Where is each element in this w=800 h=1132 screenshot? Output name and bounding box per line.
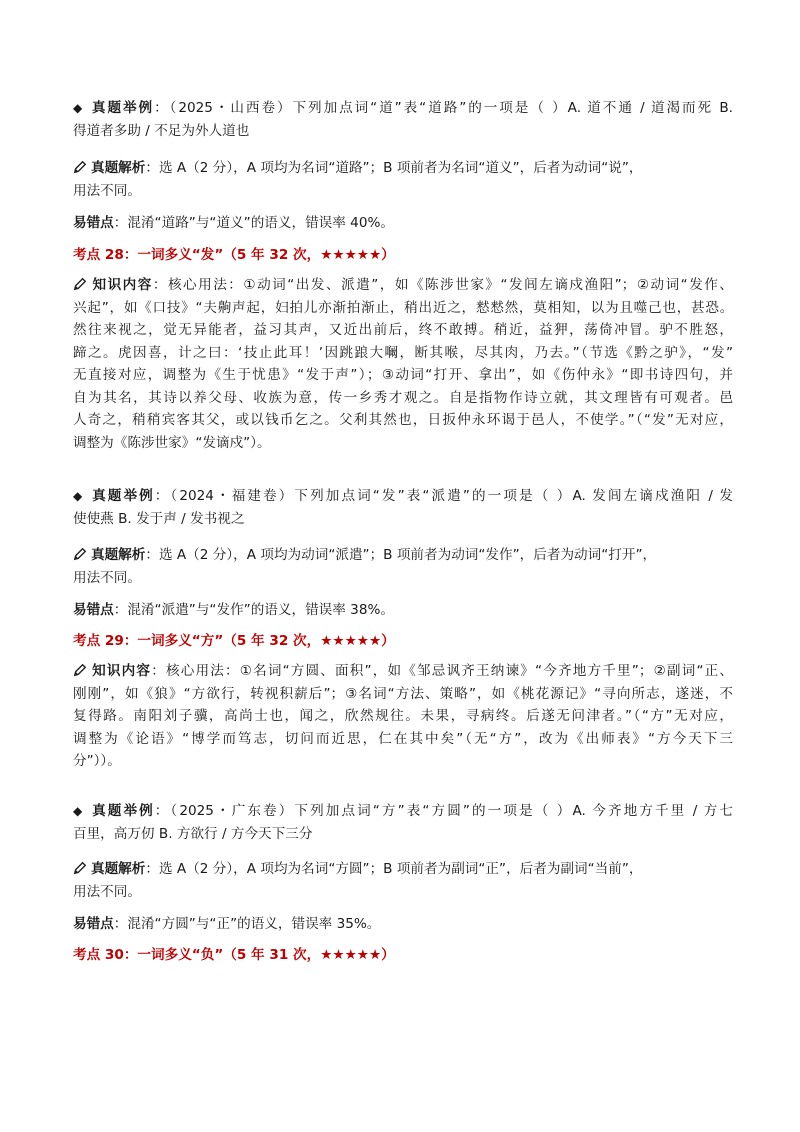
- analysis-text-cont: 用法不同。: [73, 569, 141, 586]
- error-point-3: [73, 913, 733, 936]
- knowledge-label: 知识内容: [91, 277, 153, 293]
- analysis-label: 真题解析: [91, 547, 146, 563]
- example-text-cont: 百里，高万仞 B. 方欲行 / 方今天下三分: [73, 825, 313, 842]
- knowledge-line: ：核心用法：①名词“方圆、面积”，如《邹忌讽齐王纳谏》“今齐地方千里”；②副词“正、: [151, 663, 733, 679]
- analysis-label: 真题解析: [91, 861, 146, 877]
- error-text: ：混淆“方圆”与“正”的语义，错误率 35%。: [113, 916, 381, 932]
- exam-example-3: [73, 800, 733, 845]
- exam-analysis-2: [73, 544, 733, 589]
- kaodian-30-title: 考点 30：一词多义“负”（5 年 31 次，★★★★★）: [73, 947, 395, 963]
- example-text: ：（2025・山西卷）下列加点词“道”表“道路”的一项是（ ）A. 道不通 / 道渴而死 B.: [154, 100, 733, 116]
- knowledge-line: 无直接对应，调整为《生于忧患》“发于声”）；③动词“打开、拿出”，如《伤仲永》“即书诗四句，并: [73, 367, 733, 383]
- example-label: 真题举例: [90, 803, 155, 819]
- example-label: 真题举例: [90, 100, 155, 116]
- diamond-icon: ◆: [73, 489, 83, 503]
- example-label: 真题举例: [90, 488, 155, 504]
- analysis-text: ：选 A（2 分），A 项均为动词“派遣”；B 项前者为动词“发作”，后者为动词“打开”，: [145, 547, 657, 563]
- knowledge-label: 知识内容: [91, 663, 152, 679]
- error-point-1: [73, 212, 733, 235]
- error-text: ：混淆“派遣”与“发作”的语义，错误率 38%。: [113, 602, 394, 618]
- pencil-icon: [73, 160, 87, 174]
- knowledge-line: 调整为《陈涉世家》“发谪戍”）。: [73, 434, 271, 451]
- analysis-text: ：选 A（2 分），A 项均为名词“方圆”；B 项前者为副词“正”，后者为副词“当前”，: [145, 861, 643, 877]
- knowledge-line: 人奇之，稍稍宾客其父，或以钱币乞之。父利其然也，日扳仲永环谒于邑人，不使学。”（“发”无对应，: [73, 412, 733, 428]
- error-point-2: [73, 599, 733, 622]
- analysis-text: ：选 A（2 分），A 项均为名词“道路”；B 项前者为名词“道义”，后者为动词“说”，: [145, 160, 643, 176]
- example-text-cont: 得道者多助 / 不足为外人道也: [73, 122, 250, 139]
- knowledge-line: 自为其名，其诗以养父母、收族为意，传一乡秀才观之。自是指物作诗立就，其文理皆有可观者。邑: [73, 389, 733, 406]
- example-text: ：（2024・福建卷）下列加点词“发”表“派遣”的一项是（ ）A. 发闾左谪戍渔阳 / 发: [154, 488, 733, 504]
- analysis-text-cont: 用法不同。: [73, 883, 141, 900]
- exam-analysis-3: [73, 858, 733, 903]
- error-label: 易错点: [73, 215, 114, 231]
- analysis-label: 真题解析: [91, 160, 146, 176]
- error-label: 易错点: [73, 602, 114, 618]
- error-label: 易错点: [73, 916, 114, 932]
- knowledge-line: 蹄之。虎因喜，计之曰：‘技止此耳！’因跳踉大㘎，断其喉，尽其肉，乃去。”（节选《黔之驴》，“发”: [73, 344, 733, 361]
- kaodian-29-title: 考点 29：一词多义“方”（5 年 32 次，★★★★★）: [73, 633, 395, 649]
- knowledge-line: 兴起”，如《口技》“夫齁声起，妇拍儿亦渐拍渐止，稍出近之，慭慭然，莫相知，以为且噬己也，甚恐。: [73, 299, 733, 316]
- kaodian-28-title: 考点 28：一词多义“发”（5 年 32 次，★★★★★）: [73, 247, 395, 263]
- diamond-icon: ◆: [73, 101, 83, 115]
- pencil-icon: [73, 663, 87, 677]
- knowledge-content-29: [73, 660, 733, 773]
- pencil-icon: [73, 547, 87, 561]
- error-text: ：混淆“道路”与“道义”的语义，错误率 40%。: [113, 215, 394, 231]
- exam-example-2: [73, 485, 733, 530]
- exam-analysis-1: [73, 157, 733, 202]
- knowledge-line: 分”））。: [73, 753, 121, 769]
- exam-example-1: [73, 97, 733, 142]
- knowledge-line: 复得路。南阳刘子骥，高尚士也，闻之，欣然规往。未果，寻病终。后遂无问津者。”（“方”无对应，: [73, 708, 733, 724]
- example-text: ：（2025・广东卷）下列加点词“方”表“方圆”的一项是（ ）A. 今齐地方千里 / 方七: [154, 803, 733, 819]
- example-text-cont: 使使燕 B. 发于声 / 发书视之: [73, 510, 245, 527]
- knowledge-line: 然往来视之，觉无异能者，益习其声，又近出前后，终不敢搏。稍近，益狎，荡倚冲冒。驴不胜怒，: [73, 322, 733, 338]
- knowledge-line: ：核心用法：①动词“出发、派遣”，如《陈涉世家》“发闾左谪戍渔阳”；②动词“发作、: [152, 277, 733, 293]
- pencil-icon: [73, 861, 87, 875]
- knowledge-line: 刚刚”，如《狼》“方欲行，转视积薪后”；③名词“方法、策略”，如《桃花源记》“寻向所志，遂迷，不: [73, 685, 733, 702]
- pencil-icon: [73, 277, 87, 291]
- diamond-icon: ◆: [73, 804, 83, 818]
- analysis-text-cont: 用法不同。: [73, 182, 141, 199]
- knowledge-line: 调整为《论语》“博学而笃志，切问而近思，仁在其中矣”（无“方”，改为《出师表》“方今天下三: [73, 730, 733, 747]
- knowledge-content-28: [73, 274, 733, 454]
